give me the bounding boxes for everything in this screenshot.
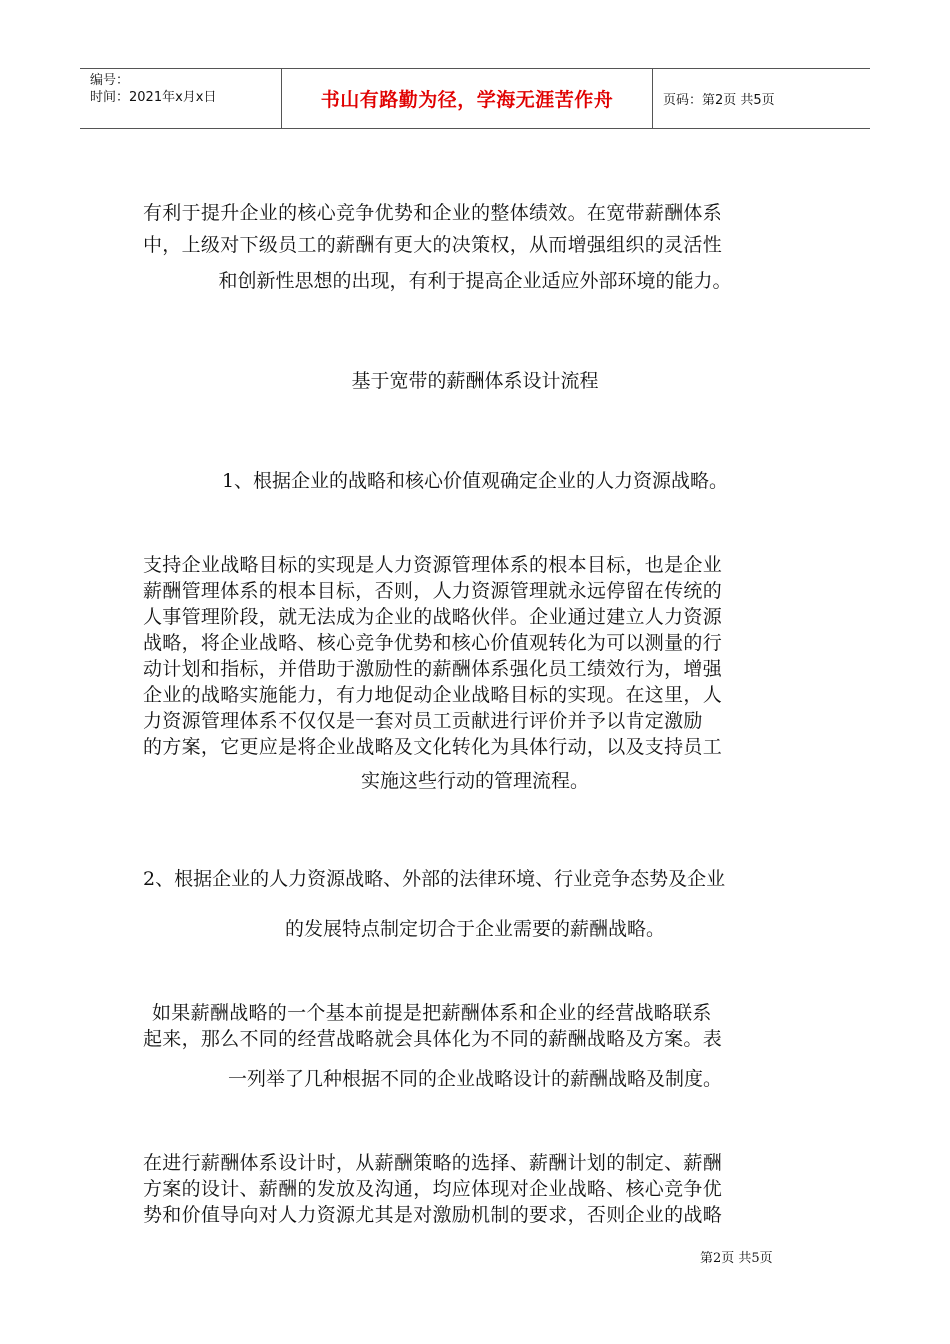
paragraph-2-line-3: 人事管理阶段，就无法成为企业的战略伙伴。企业通过建立人力资源 (143, 606, 723, 628)
paragraph-2-line-2: 薪酬管理体系的根本目标，否则，人力资源管理就永远停留在传统的 (143, 580, 723, 602)
paragraph-4-line-2: 方案的设计、薪酬的发放及沟通，均应体现对企业战略、核心竞争优 (143, 1178, 723, 1200)
paragraph-2-line-6: 企业的战略实施能力，有力地促动企业战略目标的实现。在这里，人 (143, 684, 723, 706)
paragraph-2-line-8: 的方案，它更应是将企业战略及文化转化为具体行动，以及支持员工 (143, 736, 723, 758)
paragraph-2-line-7: 力资源管理体系不仅仅是一套对员工贡献进行评价并予以肯定激励 (143, 710, 703, 732)
step-1-heading: 1、根据企业的战略和核心价值观确定企业的人力资源战略。 (221, 470, 729, 492)
paragraph-3-last-line: 一列举了几种根据不同的企业战略设计的薪酬战略及制度。 (227, 1068, 722, 1090)
paragraph-4-line-1: 在进行薪酬体系设计时，从薪酬策略的选择、薪酬计划的制定、薪酬 (143, 1152, 723, 1174)
paragraph-1-line-2: 中，上级对下级员工的薪酬有更大的决策权，从而增强组织的灵活性 (143, 234, 723, 256)
number-label: 编号： (90, 73, 130, 88)
step-2-heading-line-2: 的发展特点制定切合于企业需要的薪酬战略。 (284, 918, 665, 940)
step-2-heading-line-1: 2、根据企业的人力资源战略、外部的法律环境、行业竞争态势及企业 (143, 868, 726, 890)
header-meta (80, 69, 282, 128)
page-header (80, 68, 870, 129)
section-title: 基于宽带的薪酬体系设计流程 (351, 370, 599, 392)
paragraph-1-last-line: 和创新性思想的出现，有利于提高企业适应外部环境的能力。 (218, 270, 732, 292)
header-page-number: 页码：第2页 共5页 (663, 93, 775, 108)
paragraph-1-line-1: 有利于提升企业的核心竞争优势和企业的整体绩效。在宽带薪酬体系 (143, 202, 723, 224)
paragraph-2-line-1: 支持企业战略目标的实现是人力资源管理体系的根本目标，也是企业 (143, 554, 723, 576)
paragraph-2-line-5: 动计划和指标，并借助于激励性的薪酬体系强化员工绩效行为，增强 (143, 658, 723, 680)
paragraph-2-line-4: 战略，将企业战略、核心竞争优势和核心价值观转化为可以测量的行 (143, 632, 723, 654)
paragraph-2-last-line: 实施这些行动的管理流程。 (360, 770, 589, 792)
time-label: 时间：2021年x月x日 (90, 90, 217, 105)
paragraph-3-line-1: 如果薪酬战略的一个基本前提是把薪酬体系和企业的经营战略联系 (152, 1002, 712, 1024)
header-motto: 书山有路勤为径，学海无涯苦作舟 (282, 69, 653, 128)
paragraph-3-line-2: 起来，那么不同的经营战略就会具体化为不同的薪酬战略及方案。表 (143, 1028, 723, 1050)
footer-page-number: 第2页 共5页 (700, 1251, 773, 1266)
paragraph-4-line-3: 势和价值导向对人力资源尤其是对激励机制的要求，否则企业的战略 (143, 1204, 723, 1226)
